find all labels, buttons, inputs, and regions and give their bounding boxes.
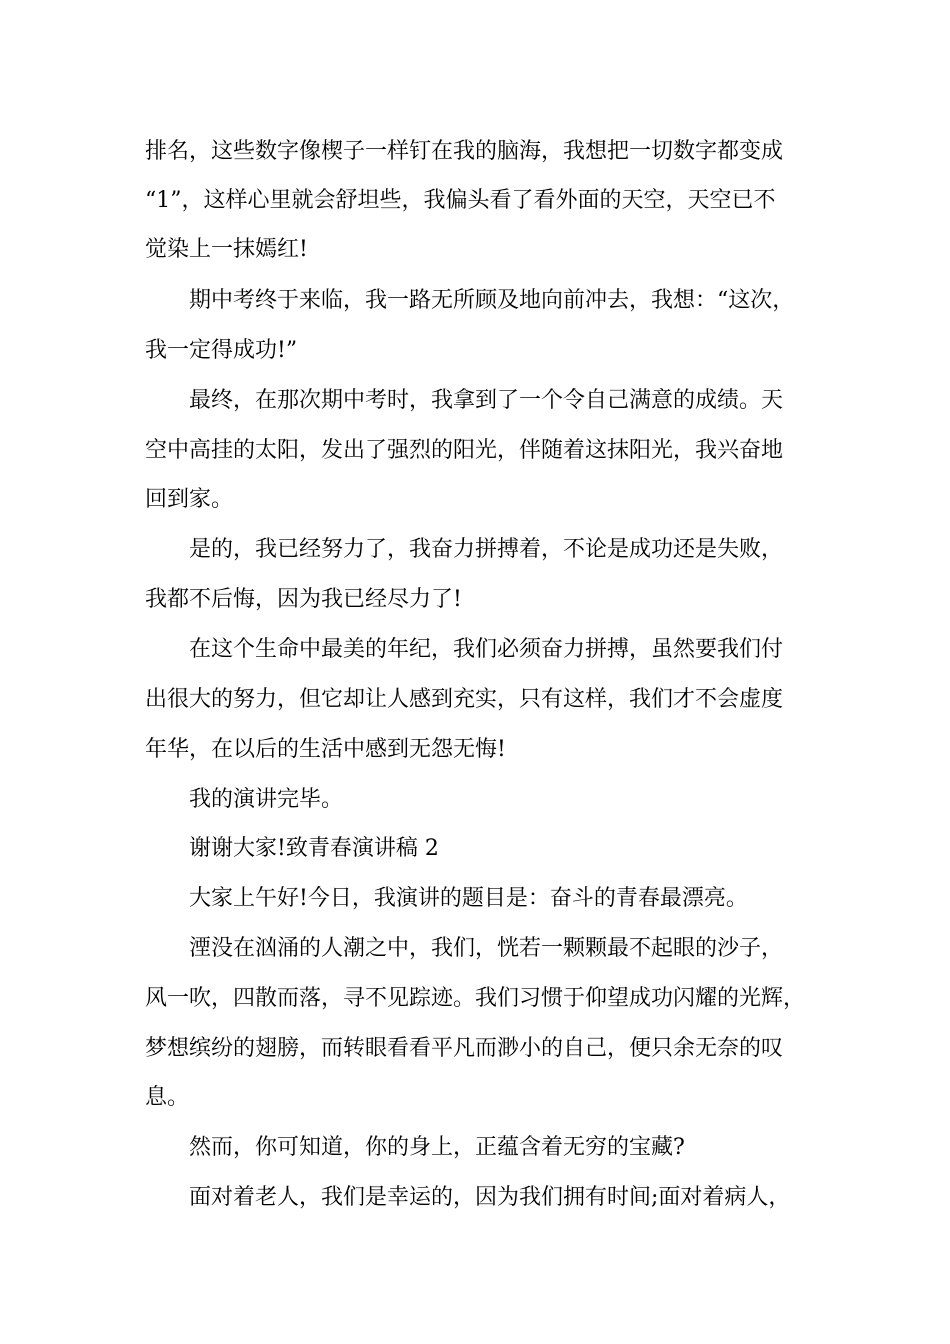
text-line: 出很大的努力，但它却让人感到充实，只有这样，我们才不会虚度	[145, 687, 784, 712]
text-line: 最终，在那次期中考时，我拿到了一个令自己满意的成绩。天	[189, 388, 784, 413]
text-line: 然而，你可知道，你的身上，正蕴含着无穷的宝藏?	[189, 1135, 685, 1160]
text-line: 空中高挂的太阳，发出了强烈的阳光，伴随着这抹阳光，我兴奋地	[145, 438, 784, 463]
text-line: 我一定得成功!”	[145, 338, 298, 363]
text-line: 我都不后悔，因为我已经尽力了!	[145, 587, 462, 612]
text-line: “1”，这样心里就会舒坦些，我偏头看了看外面的天空，天空已不	[145, 188, 776, 213]
text-line: 期中考终于来临，我一路无所顾及地向前冲去，我想：“这次，	[189, 288, 795, 313]
text-line: 湮没在汹涌的人潮之中，我们，恍若一颗颗最不起眼的沙子，	[189, 936, 784, 961]
text-line: 面对着老人，我们是幸运的，因为我们拥有时间;面对着病人，	[189, 1185, 791, 1210]
text-line: 排名，这些数字像楔子一样钉在我的脑海，我想把一切数字都变成	[145, 139, 784, 164]
text-line: 风一吹，四散而落，寻不见踪迹。我们习惯于仰望成功闪耀的光辉，	[145, 986, 806, 1011]
text-line: 谢谢大家!致青春演讲稿 2	[189, 836, 439, 861]
text-line: 梦想缤纷的翅膀，而转眼看看平凡而渺小的自己，便只余无奈的叹	[145, 1036, 784, 1061]
text-line: 息。	[145, 1085, 190, 1110]
text-line: 觉染上一抹嫣红!	[145, 237, 308, 262]
text-line: 在这个生命中最美的年纪，我们必须奋力拼搏，虽然要我们付	[189, 637, 784, 662]
text-line: 年华，在以后的生活中感到无怨无悔!	[145, 737, 506, 762]
text-line: 回到家。	[145, 487, 234, 512]
text-line: 是的，我已经努力了，我奋力拼搏着，不论是成功还是失败，	[189, 537, 784, 562]
text-line: 我的演讲完毕。	[189, 787, 344, 812]
text-line: 大家上午好!今日，我演讲的题目是：奋斗的青春最漂亮。	[189, 886, 748, 911]
